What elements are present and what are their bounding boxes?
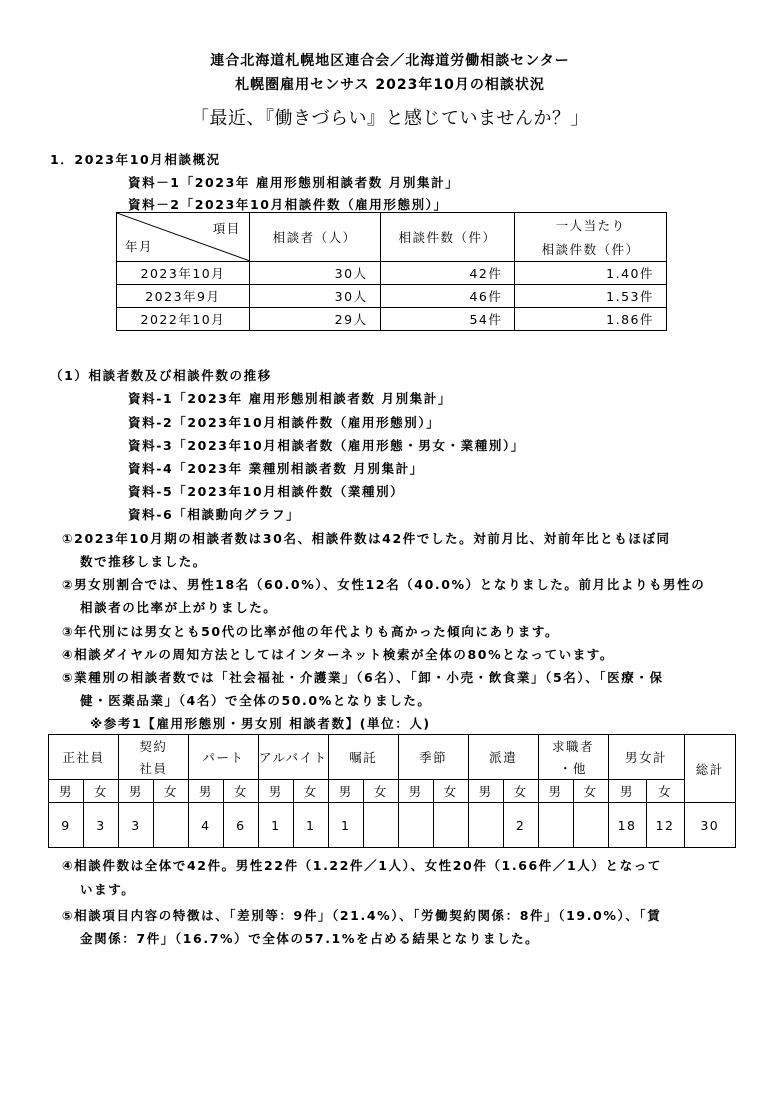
section2-ref-6: 資料-6「相談動向グラフ」 [128,507,301,522]
section2-ref-3: 資料-3「2023年10月相談者数（雇用形態・男女・業種別）」 [128,438,525,453]
value-cell: 1 [293,803,328,848]
header-subtitle: 札幌圏雇用センサス 2023年10月の相談状況 [235,77,545,93]
point-5-line1: ⑤業種別の相談者数では「社会福祉・介護業」（6名）、「卸・小売・飲食業」（5名）、「医療・保 [62,670,664,685]
value-cell [573,803,608,848]
header-gender-total: 男女計 [608,735,684,780]
header-shokutaku: 嘱託 [328,735,398,780]
column-header-consultants: 相談者（人） [249,213,380,262]
value-cell: 6 [223,803,258,848]
section2-ref-1: 資料-1「2023年 雇用形態別相談者数 月別集計」 [128,391,452,406]
employment-type-table [48,734,736,848]
section1-ref-1: 資料－1「2023年 雇用形態別相談者数 月別集計」 [128,175,460,190]
reference-note: ※参考1【雇用形態別・男女別 相談者数】(単位：人) [90,716,431,731]
male-label: 男 [468,780,503,803]
male-label: 男 [328,780,363,803]
gender-header-row [49,780,736,803]
value-cell [538,803,573,848]
table-corner-cell [117,213,250,262]
female-label: 女 [646,780,684,803]
point-5-line2: 健・医薬品業」（4名）で全体の50.0%となりました。 [80,693,432,708]
section1-ref-2: 資料－2「2023年10月相談件数（雇用形態別）」 [128,197,448,212]
female-label: 女 [293,780,328,803]
column-header-per-person [515,213,667,262]
column-header-cases: 相談件数（件） [380,213,515,262]
corner-period-label: 年月 [125,239,154,254]
section2-ref-5: 資料-5「2023年10月相談件数（業種別） [128,484,405,499]
header-jobseeker-line2: ・他 [559,761,588,776]
header-regular: 正社員 [49,735,119,780]
header-part-time: パート [188,735,258,780]
column-header-per-person-line2: 相談件数（件） [541,242,640,257]
header-jobseeker [538,735,608,780]
male-label: 男 [188,780,223,803]
point-2-line2: 相談者の比率が上がりました。 [80,600,278,615]
female-label: 女 [153,780,188,803]
value-cell: 9 [49,803,84,848]
female-label: 女 [363,780,398,803]
female-label: 女 [433,780,468,803]
header-contract-line1: 契約 [139,739,168,754]
corner-item-label: 項目 [212,221,241,236]
value-cell [433,803,468,848]
point-after-5-line2: 金関係：7件」（16.7%）で全体の57.1%を占める結果となりました。 [80,931,540,946]
point-1-line1: ①2023年10月期の相談者数は30名、相談件数は42件でした。対前月比、対前年比ともほぼ同 [62,531,671,546]
male-label: 男 [258,780,293,803]
section2-ref-4: 資料-4「2023年 業種別相談者数 月別集計」 [128,461,424,476]
header-contract-line2: 社員 [139,761,168,776]
female-label: 女 [503,780,538,803]
value-cell [468,803,503,848]
point-2-line1: ②男女別割合では、男性18名（60.0%）、女性12名（40.0%）となりました。前月比よりも男性の [62,577,706,592]
header-dispatch: 派遣 [468,735,538,780]
cell-per-person: 1.86件 [515,308,667,331]
female-label: 女 [223,780,258,803]
cell-per-person: 1.40件 [515,262,667,285]
section2-heading: （1）相談者数及び相談件数の推移 [50,368,272,383]
section2-ref-2: 資料-2「2023年10月相談件数（雇用形態別）」 [128,415,441,430]
column-header-per-person-line1: 一人当たり [555,218,626,233]
point-after-5-line1: ⑤相談項目内容の特徴は、「差別等：9件」（21.4%）、「労働契約関係：8件」（19.0%）、「賃 [62,908,662,923]
point-after-4-line2: います。 [80,882,136,897]
value-cell: 1 [328,803,363,848]
cell-consultants: 30人 [249,285,380,308]
page-title: 「最近、『働きづらい』と感じていませんか？」 [191,108,589,129]
header-contract [118,735,188,780]
table-row [117,262,667,285]
cell-per-person: 1.53件 [515,285,667,308]
point-3: ③年代別には男女とも50代の比率が他の年代よりも高かった傾向にあります。 [62,624,560,639]
value-cell: 12 [646,803,684,848]
cell-period: 2023年10月 [117,262,250,285]
cell-consultants: 30人 [249,262,380,285]
point-1-line2: 数で推移しました。 [80,554,207,569]
cell-cases: 42件 [380,262,515,285]
value-cell: 4 [188,803,223,848]
header-organization: 連合北海道札幌地区連合会／北海道労働相談センター [210,53,570,69]
header-grand-total: 総計 [684,735,735,803]
male-label: 男 [538,780,573,803]
table-row [117,285,667,308]
cell-period: 2022年10月 [117,308,250,331]
male-label: 男 [398,780,433,803]
cell-cases: 46件 [380,285,515,308]
header-seasonal: 季節 [398,735,468,780]
value-cell: 3 [83,803,118,848]
value-cell [153,803,188,848]
cell-period: 2023年9月 [117,285,250,308]
value-cell: 1 [258,803,293,848]
point-after-4-line1: ④相談件数は全体で42件。男性22件（1.22件／1人）、女性20件（1.66件／1人）となって [62,858,662,873]
female-label: 女 [83,780,118,803]
header-arbeit: アルバイト [258,735,328,780]
value-cell [363,803,398,848]
value-cell: 18 [608,803,646,848]
value-cell: 3 [118,803,153,848]
table-row [49,803,736,848]
header-jobseeker-line1: 求職者 [552,739,595,754]
table-row [117,308,667,331]
cell-cases: 54件 [380,308,515,331]
point-4: ④相談ダイヤルの周知方法としてはインターネット検索が全体の80%となっています。 [62,647,615,662]
section1-heading: 1．2023年10月相談概況 [50,152,221,167]
male-label: 男 [118,780,153,803]
value-cell: 2 [503,803,538,848]
cell-consultants: 29人 [249,308,380,331]
male-label: 男 [608,780,646,803]
value-cell [398,803,433,848]
grand-total-cell: 30 [684,803,735,848]
summary-table [116,212,667,331]
female-label: 女 [573,780,608,803]
male-label: 男 [49,780,84,803]
